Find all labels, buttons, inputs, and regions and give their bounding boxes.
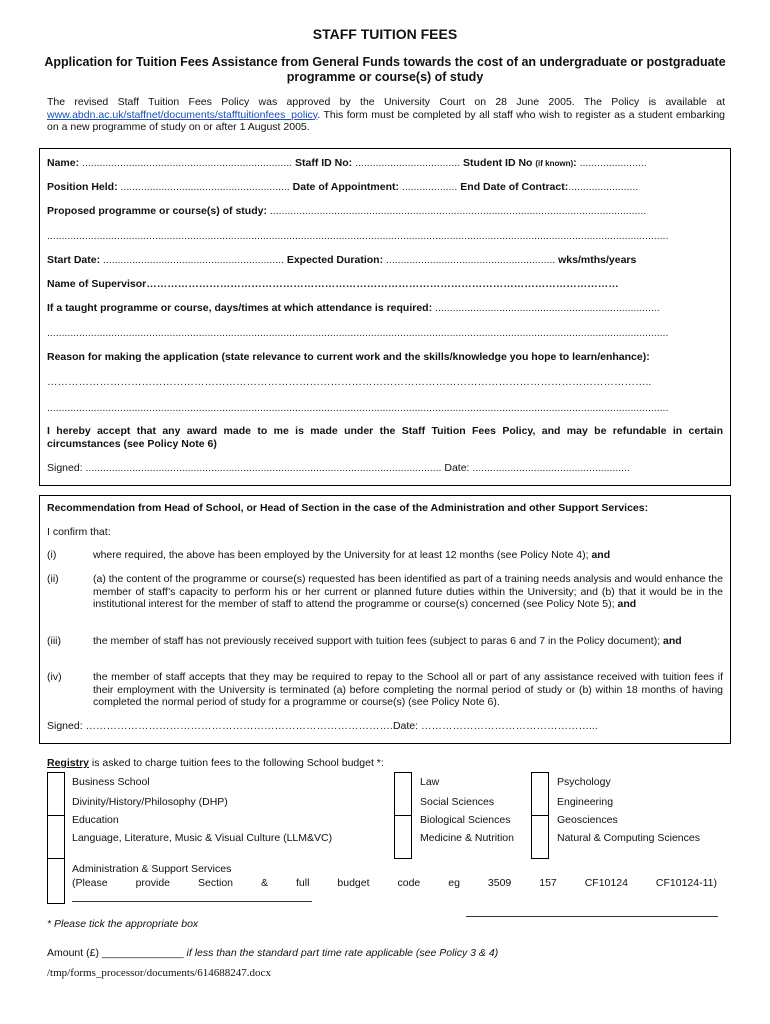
- applicant-date-field[interactable]: ......................................................: [472, 462, 630, 474]
- proposed-field-line2[interactable]: .....................................................................................................................................................................................................................: [47, 230, 669, 242]
- proposed-row: [47, 205, 646, 217]
- applicant-signed-label: Signed:: [47, 462, 83, 474]
- appointment-field[interactable]: ...................: [401, 181, 458, 193]
- staff-id-field[interactable]: ....................................: [355, 157, 461, 169]
- start-row: [47, 254, 636, 266]
- reason-field-line2[interactable]: .....................................................................................................................................................................................................................: [47, 402, 669, 414]
- option-social-sciences: Social Sciences: [420, 796, 495, 808]
- attendance-row: [47, 302, 660, 314]
- item-and: and: [617, 598, 637, 610]
- confirm-text: I confirm that:: [47, 526, 111, 538]
- end-contract-label: End Date of Contract:: [460, 181, 569, 193]
- attendance-field-line2[interactable]: .....................................................................................................................................................................................................................: [47, 327, 669, 339]
- checkbox-business-dhp[interactable]: [47, 772, 65, 816]
- position-label: Position Held:: [47, 181, 118, 193]
- amount-row: [47, 947, 498, 959]
- item-and: and: [663, 635, 682, 647]
- checkbox-education-llmvc[interactable]: [47, 815, 65, 859]
- item-text: where required, the above has been employed by the University for at least 12 months (see Policy Note 4);: [93, 549, 589, 561]
- staff-id-label: Staff ID No:: [295, 157, 353, 169]
- name-field[interactable]: ........................................................................: [82, 157, 293, 169]
- supervisor-field[interactable]: ………………………………………………………………………………………………………………………: [146, 278, 619, 290]
- item-text: the member of staff accepts that they may be required to repay to the School all or part of any assistance received with tuition fees if their employment with the University is terminated (a) before completing the normal period of study or (b) within 18 months of having completed the normal period of study for a programme or course(s) (see Policy Note 6).: [93, 671, 723, 708]
- admin-budget-instruction: (Please provide Section & full budget code eg 3509 157 CF10124 CF10124-11): [72, 877, 717, 889]
- confirm-item-2: [93, 573, 723, 611]
- proposed-field[interactable]: .................................................................................................................................: [269, 205, 647, 217]
- recommendation-heading: Recommendation from Head of School, or Head of Section in the case of the Administration and other Support Services:: [47, 502, 649, 514]
- checkbox-admin-support[interactable]: [47, 858, 65, 904]
- document-path: /tmp/forms_processor/documents/614688247.docx: [47, 967, 271, 979]
- name-label: Name:: [47, 157, 80, 169]
- registry-word: Registry: [47, 757, 90, 769]
- option-dhp: Divinity/History/Philosophy (DHP): [72, 796, 228, 808]
- option-ncs: Natural & Computing Sciences: [557, 832, 700, 844]
- policy-link[interactable]: www.abdn.ac.uk/staffnet/documents/stafftuitionfees_policy: [47, 108, 318, 121]
- option-medicine-nutrition: Medicine & Nutrition: [420, 832, 514, 844]
- confirm-item-1: [93, 549, 723, 562]
- position-row: [47, 181, 638, 193]
- attendance-label: If a taught programme or course, days/times at which attendance is required:: [47, 302, 433, 314]
- option-engineering: Engineering: [557, 796, 614, 808]
- reason-row: [47, 351, 650, 363]
- item-number: (iii): [47, 635, 61, 647]
- item-text: (a) the content of the programme or course(s) requested has been identified as part of a training needs analysis and would enhance the member of staff’s capacity to perform his or her current or planned future duties within the University; and (b) that it would be in the institutional interest for the member of staff to attend the programme or course(s) concerned (see Policy Note 5);: [93, 573, 723, 610]
- head-signed-label: Signed:: [47, 720, 83, 732]
- position-field[interactable]: ..........................................................: [120, 181, 290, 193]
- confirm-item-4: [93, 671, 723, 709]
- option-business-school: Business School: [72, 776, 150, 788]
- student-id-label: Student ID No: [463, 157, 533, 169]
- intro-text-end: . This form must be completed by all staff who wish to register as a student embarking on a new programme of study on or after 1 August 2005.: [47, 108, 725, 133]
- checkbox-bio-medicine[interactable]: [394, 815, 412, 859]
- duration-units: wks/mths/years: [558, 254, 637, 266]
- checkbox-geo-ncs[interactable]: [531, 815, 549, 859]
- applicant-signed-row: [47, 462, 630, 474]
- amount-label[interactable]: Amount (£) ______________: [47, 947, 184, 959]
- form-subtitle: Application for Tuition Fees Assistance from General Funds towards the cost of an undergraduate or postgraduate programme or course(s) of study: [44, 55, 726, 84]
- option-biological-sciences: Biological Sciences: [420, 814, 511, 826]
- form-title: STAFF TUITION FEES: [312, 26, 458, 42]
- start-date-field[interactable]: ..............................................................: [103, 254, 284, 266]
- option-llmvc: Language, Literature, Music & Visual Culture (LLM&VC): [72, 832, 333, 844]
- admin-budget-field-line1[interactable]: [72, 901, 312, 902]
- name-row: Name: ........................................................................ Staff ID No: .................................... Student ID No (if known): .......................: [47, 157, 647, 169]
- applicant-date-label: Date:: [444, 462, 470, 474]
- end-contract-field[interactable]: ........................: [568, 181, 639, 193]
- checkbox-psych-eng[interactable]: [531, 772, 549, 816]
- intro-text-start: The revised Staff Tuition Fees Policy was approved by the University Court on 28 June 2005. The Policy is available at: [47, 96, 725, 108]
- item-number: (iv): [47, 671, 62, 683]
- duration-field[interactable]: ..........................................................: [386, 254, 556, 266]
- student-id-field[interactable]: .......................: [579, 157, 647, 169]
- option-geosciences: Geosciences: [557, 814, 618, 826]
- start-date-label: Start Date:: [47, 254, 101, 266]
- confirm-item-3: [93, 635, 723, 648]
- reason-label: Reason for making the application (state relevance to current work and the skills/knowledge you hope to learn/enhance):: [47, 351, 650, 363]
- registry-lead: [47, 757, 384, 769]
- item-number: (ii): [47, 573, 59, 585]
- option-psychology: Psychology: [557, 776, 611, 788]
- attendance-field[interactable]: .............................................................................: [435, 302, 660, 314]
- head-signature-field[interactable]: …………………………………………………………………………….: [85, 720, 393, 732]
- amount-note: if less than the standard part time rate applicable (see Policy 3 & 4): [183, 947, 499, 959]
- option-law: Law: [420, 776, 440, 788]
- applicant-signature-field[interactable]: ..........................................................................................................................: [85, 462, 442, 474]
- head-date-field[interactable]: …………………………………………...: [421, 720, 598, 732]
- registry-text: is asked to charge tuition fees to the following School budget *:: [89, 757, 384, 769]
- item-number: (i): [47, 549, 57, 561]
- item-text: the member of staff has not previously received support with tuition fees (subject to paras 6 and 7 in the Policy document);: [93, 635, 661, 647]
- head-signed-row: [47, 720, 598, 732]
- intro-paragraph: [47, 96, 725, 134]
- head-date-label: Date:: [392, 720, 419, 732]
- option-education: Education: [72, 814, 119, 826]
- checkbox-law-social[interactable]: [394, 772, 412, 816]
- student-id-note: (if known): [535, 159, 574, 168]
- reason-field-line1[interactable]: ………………………………………………………………………………………………………………………………………………………..: [47, 376, 652, 388]
- item-and: and: [591, 549, 611, 561]
- appointment-label: Date of Appointment:: [292, 181, 399, 193]
- proposed-label: Proposed programme or course(s) of study:: [47, 205, 267, 217]
- tick-note: * Please tick the appropriate box: [47, 918, 199, 930]
- admin-budget-field-line2[interactable]: [466, 916, 718, 917]
- declaration-text: I hereby accept that any award made to me is made under the Staff Tuition Fees Policy, and may be refundable in certain circumstances (see Policy Note 6): [47, 425, 723, 450]
- duration-label: Expected Duration:: [286, 254, 384, 266]
- supervisor-label: Name of Supervisor: [47, 278, 147, 290]
- supervisor-row: [47, 278, 721, 290]
- option-admin-support: Administration & Support Services: [72, 863, 232, 875]
